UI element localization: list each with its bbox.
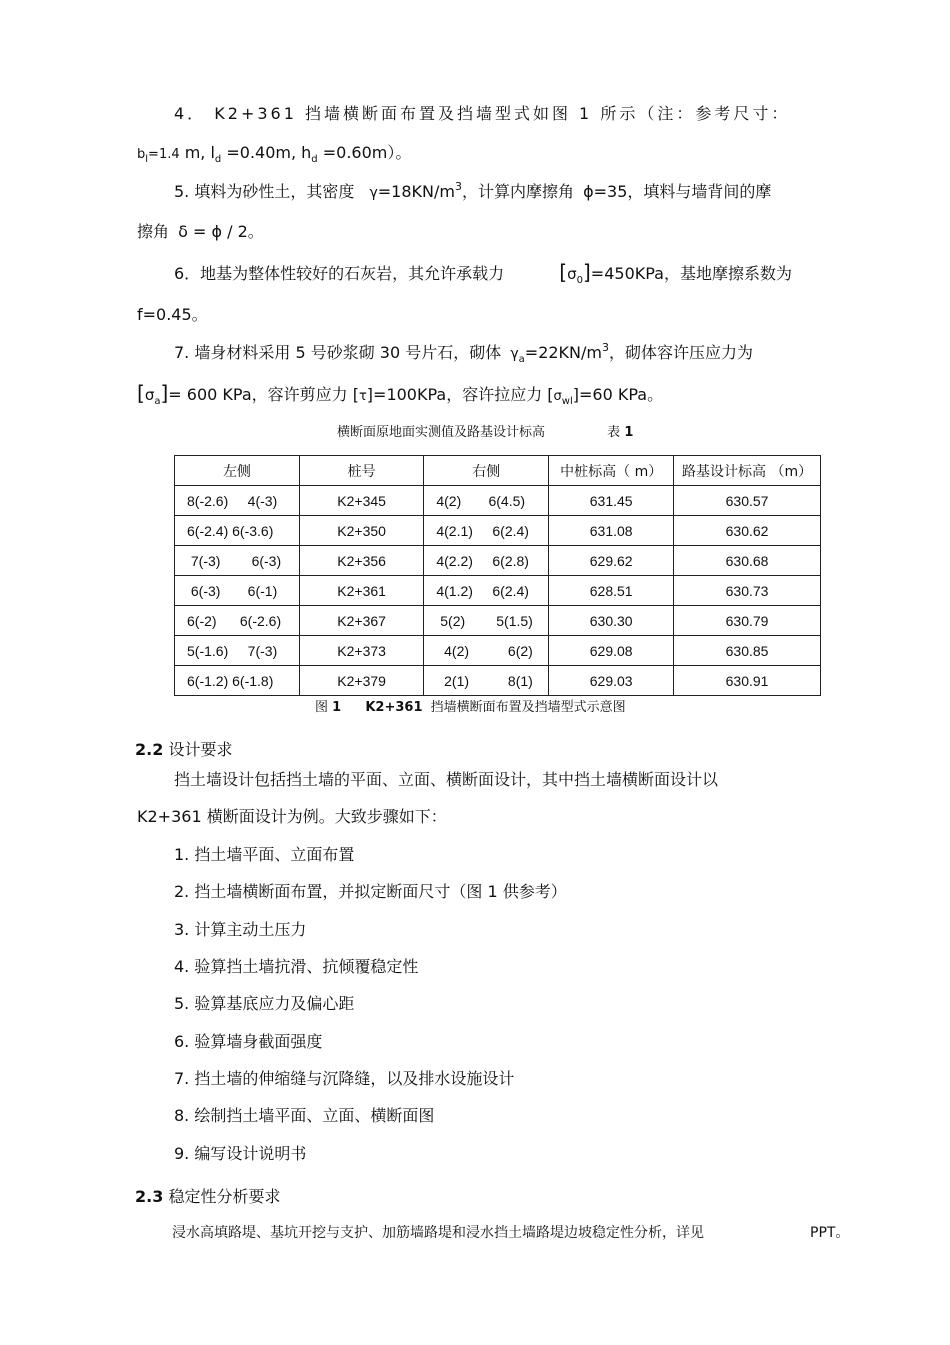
center-elevation-cell: 629.62 (549, 546, 674, 576)
elevation-table (174, 455, 821, 696)
section-2-2-number: 2.2 (135, 740, 164, 759)
table-caption (337, 423, 633, 443)
p7-text-a: 7. 墙身材料采用 5 号砂浆砌 30 号片石，砌体 (174, 343, 502, 362)
h-subscript: d (311, 154, 318, 165)
center-elevation-cell: 629.08 (549, 636, 674, 666)
figure-text: 挡墙横断面布置及挡墙型式示意图 (430, 700, 626, 715)
figure-caption (315, 698, 626, 718)
step-9: 9. 编写设计说明书 (174, 1144, 307, 1163)
gamma-symbol: γ (369, 185, 378, 201)
left-cell: 5(-1.6) 7(-3) (175, 636, 300, 666)
table-row (175, 546, 821, 576)
para-6-line-1 (174, 262, 792, 287)
left-cell: 6(-1.2) 6(-1.8) (175, 666, 300, 696)
left-cell: 6(-2) 6(-2.6) (175, 606, 300, 636)
right-cell: 4(2) 6(2) (424, 636, 549, 666)
header-design-elevation: 路基设计标高 （m） (674, 456, 821, 486)
center-elevation-cell: 631.08 (549, 516, 674, 546)
p7-text-d: = 600 KPa，容许剪应力 [ (168, 385, 359, 404)
table-number: 1 (624, 425, 634, 440)
p6-text-a: 6．地基为整体性较好的石灰岩，其允许承载力 (174, 264, 505, 283)
table-row (175, 576, 821, 606)
table-label: 表 (607, 425, 621, 440)
design-elevation-cell: 630.68 (674, 546, 821, 576)
sigma0-symbol: $[\sigma_0]$ (559, 260, 591, 286)
design-elevation-cell: 630.79 (674, 606, 821, 636)
section-2-3-number: 2.3 (135, 1187, 164, 1206)
p7-text-b: =22KN/m (524, 343, 602, 362)
p7-text-e: ]=100KPa，容许拉应力 [ (366, 385, 554, 404)
phi-symbol: ϕ (583, 182, 594, 201)
figure-label: 图 (315, 700, 329, 715)
center-elevation-cell: 631.45 (549, 486, 674, 516)
b-subscript: l (145, 154, 149, 165)
l-subscript: d (214, 154, 222, 165)
station-cell: K2+356 (299, 546, 423, 576)
section-2-2-heading (135, 740, 232, 760)
para-4-line-2 (137, 143, 411, 166)
design-elevation-cell: 630.73 (674, 576, 821, 606)
section-2-3-heading (135, 1187, 280, 1207)
delta-formula: δ = ϕ / 2 (178, 222, 248, 241)
left-cell: 8(-2.6) 4(-3) (175, 486, 300, 516)
sigma-a-symbol: $[\sigma_a]$ (137, 381, 169, 407)
gamma-a-symbol: γ (510, 346, 519, 362)
right-cell: 5(2) 5(1.5) (424, 606, 549, 636)
step-2: 2. 挡土墙横断面布置，并拟定断面尺寸（图 1 供参考） (174, 882, 567, 901)
design-elevation-cell: 630.57 (674, 486, 821, 516)
p5-sup: 3 (454, 180, 462, 193)
section-2-2-intro-1: 挡土墙设计包括挡土墙的平面、立面、横断面设计，其中挡土墙横断面设计以 (174, 770, 719, 789)
left-cell: 6(-3) 6(-1) (175, 576, 300, 606)
step-6: 6. 验算墙身截面强度 (174, 1032, 323, 1051)
station-cell: K2+367 (299, 606, 423, 636)
table-title: 横断面原地面实测值及路基设计标高 (337, 425, 546, 440)
b-symbol: b (137, 147, 146, 162)
step-3: 3. 计算主动土压力 (174, 920, 307, 939)
design-elevation-cell: 630.85 (674, 636, 821, 666)
p5-text-a: 5. 填料为砂性土，其密度 (174, 182, 355, 201)
p5-line2-a: 擦角 (137, 222, 170, 241)
figure-code: K2+361 (365, 700, 423, 715)
station-cell: K2+361 (299, 576, 423, 606)
tau-symbol: τ (358, 389, 367, 404)
header-center-elevation: 中桩标高（ m） (549, 456, 674, 486)
left-cell: 6(-2.4) 6(-3.6) (175, 516, 300, 546)
header-right: 右侧 (424, 456, 549, 486)
step-5: 5. 验算基底应力及偏心距 (174, 994, 355, 1013)
header-station: 桩号 (299, 456, 423, 486)
p6-text-b: =450KPa，基地摩擦系数为 (590, 264, 792, 283)
right-cell: 4(2.1) 6(2.4) (424, 516, 549, 546)
design-elevation-cell: 630.62 (674, 516, 821, 546)
table-row (175, 606, 821, 636)
right-cell: 4(2.2) 6(2.8) (424, 546, 549, 576)
section-2-3-title: 稳定性分析要求 (168, 1187, 281, 1206)
center-elevation-cell: 630.30 (549, 606, 674, 636)
para-6-line-2: f=0.45。 (137, 305, 208, 324)
step-7: 7. 挡土墙的伸缩缝与沉降缝，以及排水设施设计 (174, 1069, 515, 1088)
station-cell: K2+379 (299, 666, 423, 696)
table-header-row (175, 456, 821, 486)
table-row (175, 636, 821, 666)
figure-number: 1 (332, 700, 342, 715)
station-cell: K2+345 (299, 486, 423, 516)
step-8: 8. 绘制挡土墙平面、立面、横断面图 (174, 1106, 435, 1125)
sigma-w-symbol: σ (553, 389, 562, 404)
b-value: =1.4 (148, 147, 180, 162)
right-cell: 4(2) 6(4.5) (424, 486, 549, 516)
table-row (175, 516, 821, 546)
para-7-line-1 (174, 343, 753, 366)
sigma-w-subscript: wl (561, 396, 573, 407)
section-2-3-text: 浸水高填路堤、基坑开挖与支护、加筋墙路堤和浸水挡土墙路堤边坡稳定性分析，详见 (172, 1225, 704, 1241)
station-cell: K2+373 (299, 636, 423, 666)
p5-text-c: ，计算内摩擦角 (461, 182, 574, 201)
section-2-2-intro-2: K2+361 横断面设计为例。大致步骤如下： (137, 807, 447, 826)
step-1: 1. 挡土墙平面、立面布置 (174, 845, 355, 864)
table-row (175, 486, 821, 516)
gamma-a-subscript: a (518, 354, 525, 365)
section-2-3-ppt: PPT。 (810, 1225, 850, 1241)
para-5-line-1 (174, 182, 771, 204)
center-elevation-cell: 628.51 (549, 576, 674, 606)
p7-text-f: ]=60 KPa。 (572, 385, 664, 404)
table-row (175, 666, 821, 696)
p7-sup: 3 (601, 341, 609, 354)
station-cell: K2+350 (299, 516, 423, 546)
m-unit: m, l (179, 143, 215, 162)
l-value: =0.40m, h (221, 143, 312, 162)
right-cell: 2(1) 8(1) (424, 666, 549, 696)
center-elevation-cell: 629.03 (549, 666, 674, 696)
design-elevation-cell: 630.91 (674, 666, 821, 696)
left-cell: 7(-3) 6(-3) (175, 546, 300, 576)
p5-text-b: =18KN/m (377, 182, 455, 201)
right-cell: 4(1.2) 6(2.4) (424, 576, 549, 606)
section-2-2-title: 设计要求 (168, 740, 233, 759)
p5-text-d: =35，填料与墙背间的摩 (593, 182, 772, 201)
header-left: 左侧 (175, 456, 300, 486)
p5-line2-c: 。 (247, 222, 264, 241)
para-4-line-1: 4． K2+361 挡墙横断面布置及挡墙型式如图 1 所示（注：参考尺寸： (174, 104, 791, 123)
step-4: 4. 验算挡土墙抗滑、抗倾覆稳定性 (174, 957, 419, 976)
para-7-line-2 (137, 383, 663, 408)
para-5-line-2 (137, 222, 264, 242)
p7-text-c: ，砌体容许压应力为 (608, 343, 753, 362)
h-value: =0.60m）。 (317, 143, 412, 162)
